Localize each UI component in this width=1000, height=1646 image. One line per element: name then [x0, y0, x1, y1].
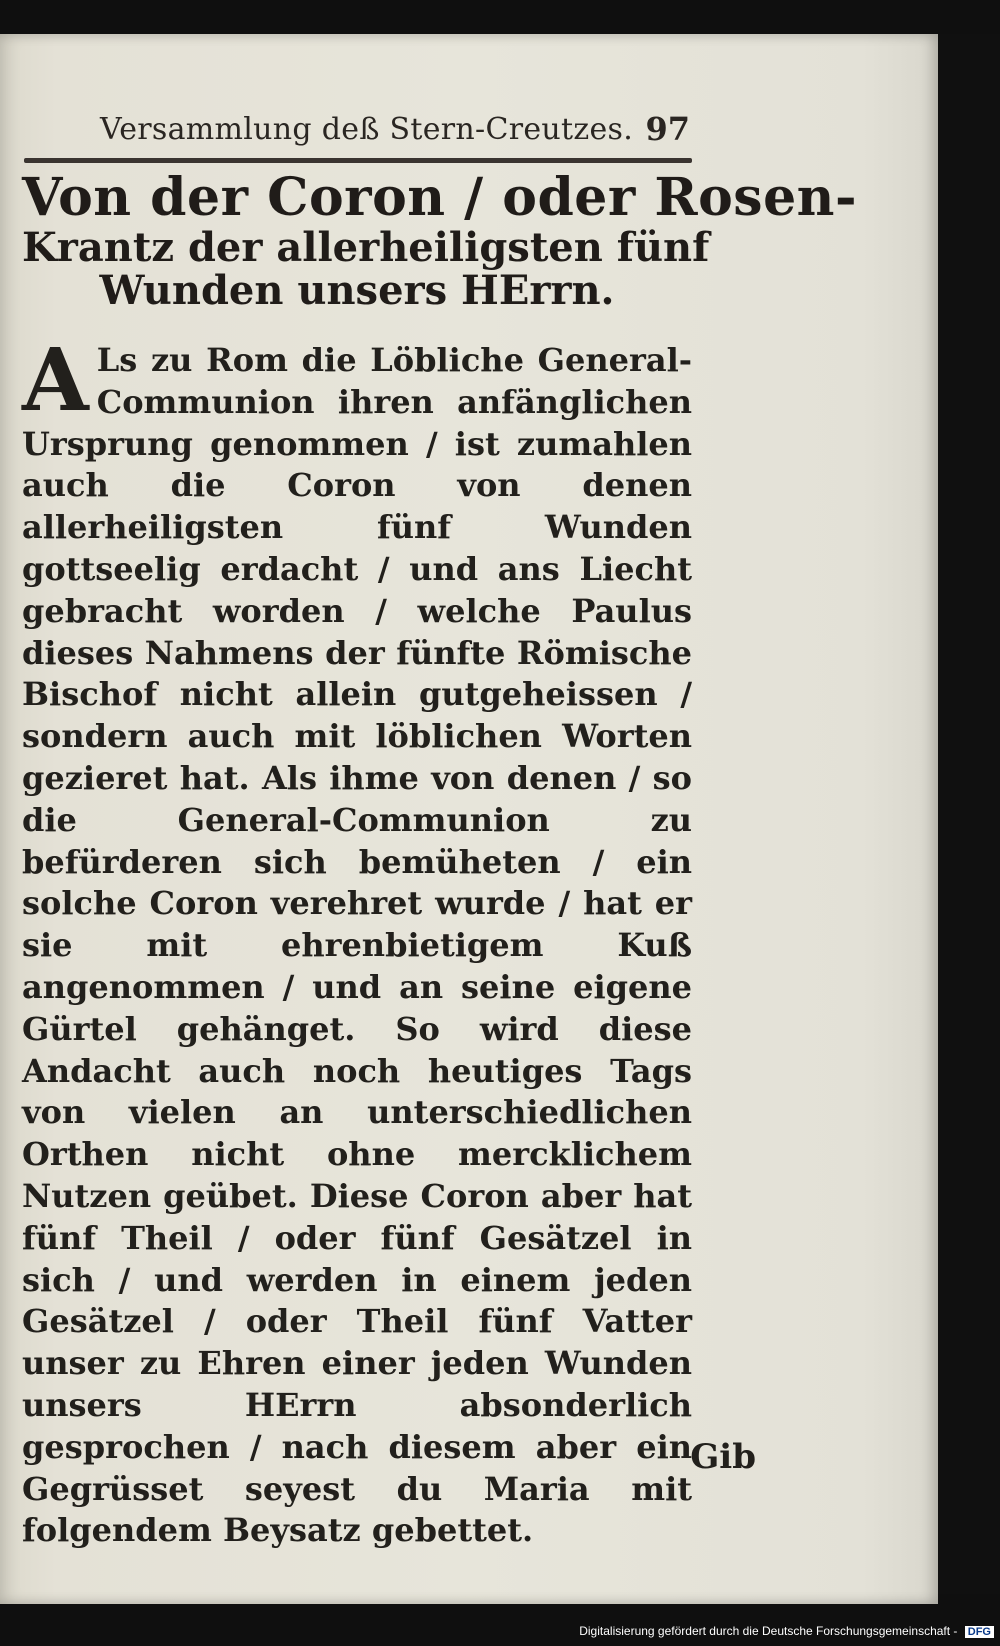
- catchword: Gib: [690, 1437, 756, 1477]
- digitization-credit: [579, 1624, 994, 1638]
- chapter-title: [22, 167, 858, 315]
- chapter-title-line-1: Von der Coron / oder Rosen-: [22, 167, 858, 228]
- page-number: 97: [645, 110, 690, 148]
- scan-border: [938, 34, 1000, 1594]
- running-head: Versammlung deß Stern-Creutzes.: [100, 112, 634, 147]
- chapter-title-line-2: Krantz der allerheiligsten fünf: [22, 224, 710, 272]
- body-paragraph: [22, 330, 692, 1552]
- header-rule: [24, 158, 692, 163]
- dfg-logo: DFG: [965, 1626, 994, 1638]
- drop-cap-initial: A: [22, 330, 89, 431]
- body-text: Ls zu Rom die Löbliche General-Communion ihren anfänglichen Ursprung genommen / ist zumahlen auch die Coron von denen allerheiligsten fünf Wunden gottseelig erdacht / und ans Liecht gebracht worden / welche Paulus dieses Nahmens der fünfte Römische Bischof nicht allein gutgeheissen / sondern auch mit löblichen Worten gezieret hat. Als ihme von denen / so die General-Communion zu befürderen sich bemüheten / ein solche Coron verehret wurde / hat er sie mit ehrenbietigem Kuß angenommen / und an seine eigene Gürtel gehänget. So wird diese Andacht auch noch heutiges Tags von vielen an unterschiedlichen Orthen nicht ohne mercklichem Nutzen geübet. Diese Coron aber hat fünf Theil / oder fünf Gesätzel in sich / und werden in einem jeden Gesätzel / oder Theil fünf Vatter unser zu Ehren einer jeden Wunden unsers HErrn absonderlich gesprochen / nach diesem aber ein Gegrüsset seyest du Maria mit folgendem Beysatz gebettet.: [22, 341, 692, 1550]
- chapter-title-line-3: Wunden unsers HErrn.: [99, 267, 615, 315]
- page-header: [100, 112, 690, 152]
- credit-text: Digitalisierung gefördert durch die Deutsche Forschungsgemeinschaft -: [579, 1624, 958, 1638]
